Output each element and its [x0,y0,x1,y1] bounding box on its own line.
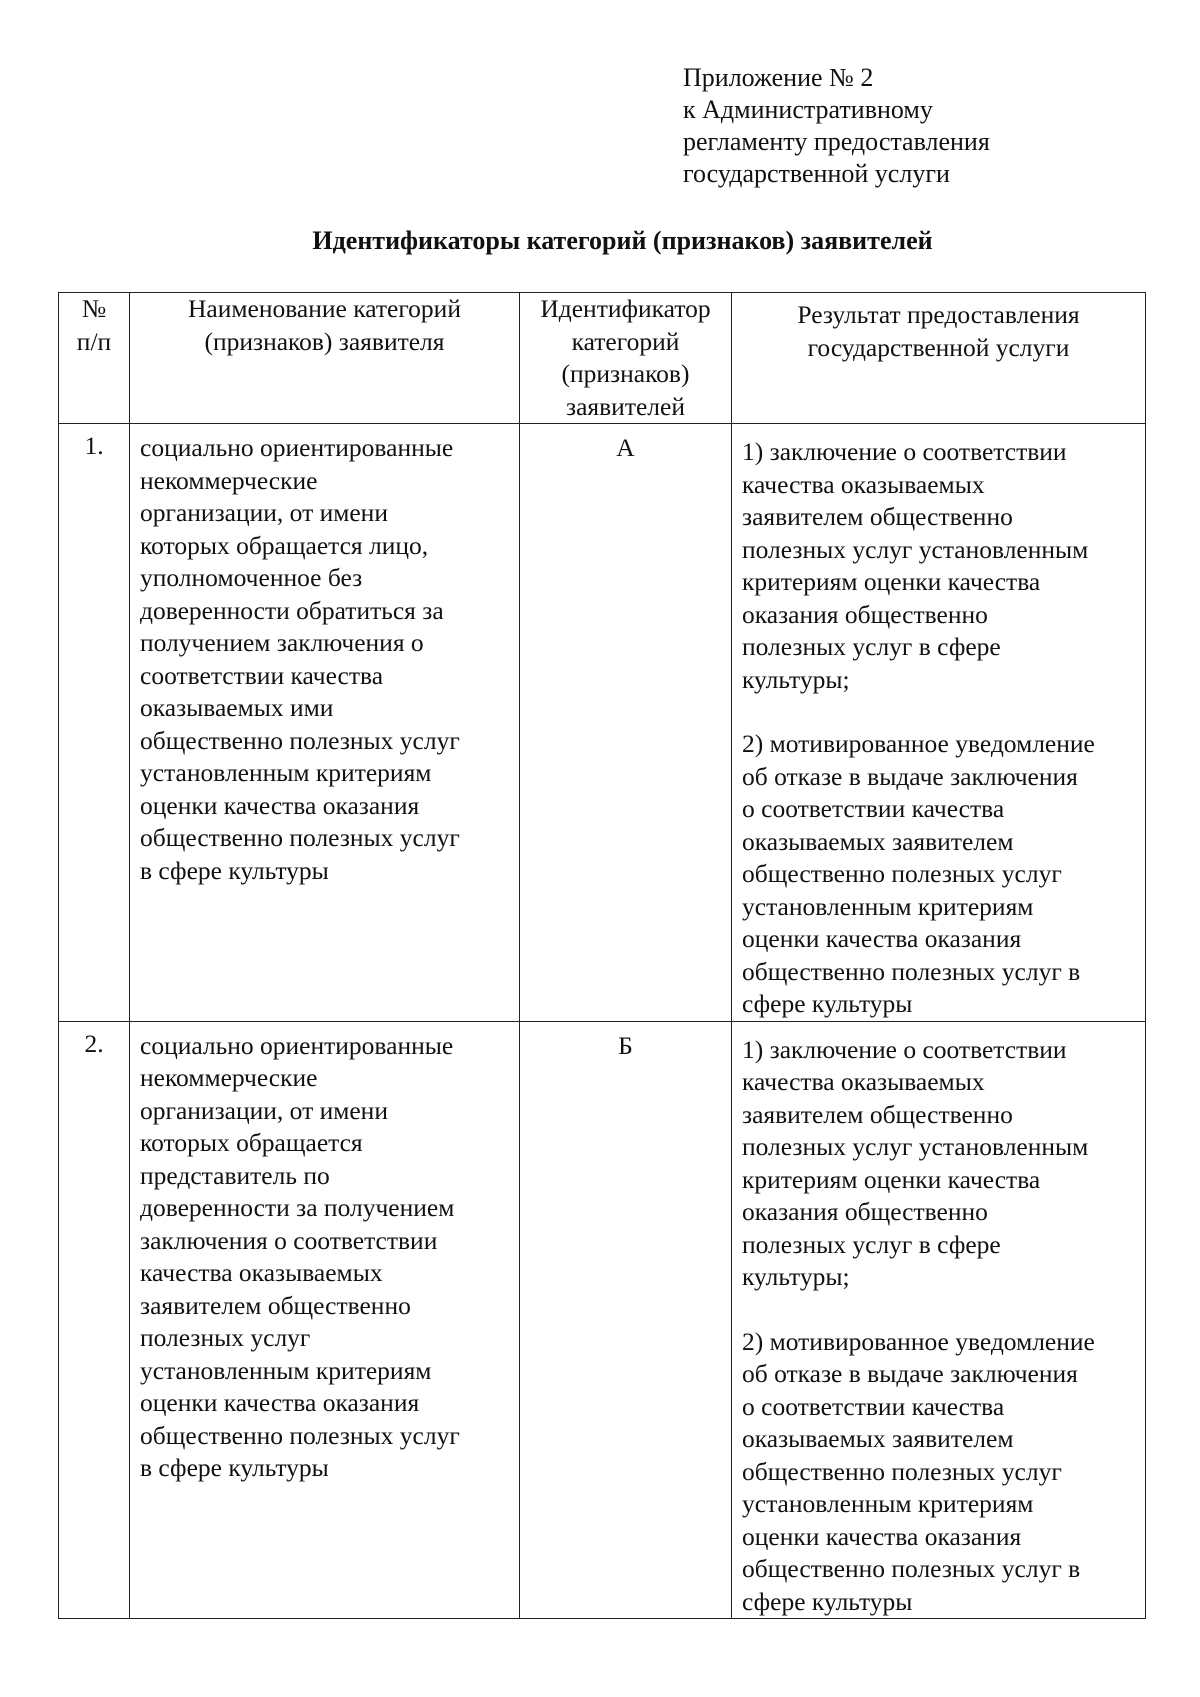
row-number: 2. [59,1021,130,1619]
text-line: 2) мотивированное уведомление [742,729,1095,758]
header-line: (признаков) заявителя [204,326,445,356]
text-line: об отказе в выдаче заключения [742,761,1078,791]
text-line: заключения о соответствии [140,1225,438,1255]
header-line: заявителей [566,391,685,421]
text-line: заявителем общественно [140,1290,411,1320]
header-line: категорий [571,326,680,356]
text-line: полезных услуг [140,1323,311,1352]
text-line: полезных услуг в сфере [742,632,1001,661]
header-id [520,293,732,424]
text-line: которых обращается [140,1128,363,1157]
text-line: установленным критериям [742,891,1034,921]
text-line: культуры; [742,664,850,694]
text-line: общественно полезных услуг [140,823,460,852]
text-line: сфере культуры [742,989,913,1018]
text-line: оказания общественно [742,1197,988,1226]
header-line: Идентификатор [540,294,711,323]
text-line: оказываемых ими [140,693,334,722]
header-result [732,293,1146,424]
text-line: 1) заключение о соответствии [742,1034,1067,1064]
category-identifier: Б [520,1021,732,1619]
text-line: оценки качества оказания [140,1388,420,1417]
text-line: соответствии качества [140,660,384,690]
header-num [59,293,130,424]
text-line: в сфере культуры [140,1453,329,1482]
text-line: о соответствии качества [742,1391,1005,1421]
paragraph-gap [742,696,1141,728]
category-name [130,424,520,1022]
text-line: общественно полезных услуг в [742,1554,1081,1583]
text-line: качества оказываемых [140,1258,383,1287]
header-line: Наименование категорий [188,294,461,323]
table-row [59,1021,1146,1619]
text-line: уполномоченное без [140,563,363,592]
text-line: заявителем общественно [742,502,1013,531]
document-title: Идентификаторы категорий (признаков) заявителей [312,226,933,255]
text-line: полезных услуг в сфере [742,1229,1001,1259]
text-line: доверенности обратиться за [140,595,444,625]
text-line: доверенности за получением [140,1193,455,1222]
text-line: культуры; [742,1262,850,1291]
header-line: (признаков) [561,359,690,388]
text-line: общественно полезных услуг [140,1420,460,1450]
table-header-row [59,293,1146,424]
categories-table [58,292,1146,1619]
text-line: которых обращается лицо, [140,530,429,560]
text-line: некоммерческие [140,465,318,495]
text-line: общественно полезных услуг [140,725,460,755]
text-line: о соответствии качества [742,794,1005,823]
text-line: оценки качества оказания [742,924,1022,953]
text-line: оказываемых заявителем [742,1424,1014,1453]
text-line: заявителем общественно [742,1099,1013,1129]
text-line: установленным критериям [140,1355,432,1385]
appendix-line: к Административному [683,95,933,124]
text-line: организации, от имени [140,1095,388,1125]
text-line: в сфере культуры [140,855,329,885]
header-name [130,293,520,424]
text-line: установленным критериям [742,1489,1034,1518]
text-line: критериям оценки качества [742,567,1041,596]
appendix-line: регламенту предоставления [683,127,990,156]
categories-table-wrapper [58,292,1146,1619]
text-line: критериям оценки качества [742,1164,1041,1194]
header-line: государственной услуги [807,332,1070,362]
text-line: качества оказываемых [742,469,985,499]
service-result [732,424,1146,1022]
header-line: п/п [76,326,112,356]
text-line: общественно полезных услуг [742,859,1062,888]
text-line: полезных услуг установленным [742,1132,1089,1161]
text-line: получением заключения о [140,628,424,657]
text-line: полезных услуг установленным [742,534,1089,564]
table-row [59,424,1146,1022]
text-line: качества оказываемых [742,1067,985,1096]
text-line: 1) заключение о соответствии [742,437,1067,466]
text-line: общественно полезных услуг в [742,956,1081,986]
text-line: представитель по [140,1160,330,1190]
text-line: социально ориентированные [140,433,454,462]
header-line: Результат предоставления [797,300,1080,329]
text-line: оказываемых заявителем [742,826,1014,856]
text-line: оценки качества оказания [742,1521,1022,1551]
text-line: оценки качества оказания [140,790,420,820]
appendix-note [683,62,990,190]
text-line: общественно полезных услуг [742,1456,1062,1486]
text-line: об отказе в выдаче заключения [742,1359,1078,1388]
text-line: 2) мотивированное уведомление [742,1326,1095,1356]
text-line: оказания общественно [742,599,988,629]
text-line: установленным критериям [140,758,432,787]
category-name [130,1021,520,1619]
appendix-line: государственной услуги [683,159,950,188]
service-result [732,1021,1146,1619]
text-line: некоммерческие [140,1063,318,1092]
row-number: 1. [59,424,130,1022]
paragraph-gap [742,1294,1141,1326]
appendix-line: Приложение № 2 [683,63,874,92]
category-identifier: А [520,424,732,1022]
text-line: социально ориентированные [140,1030,454,1060]
text-line: организации, от имени [140,498,388,527]
text-line: сфере культуры [742,1586,913,1616]
header-line: № [81,294,107,323]
